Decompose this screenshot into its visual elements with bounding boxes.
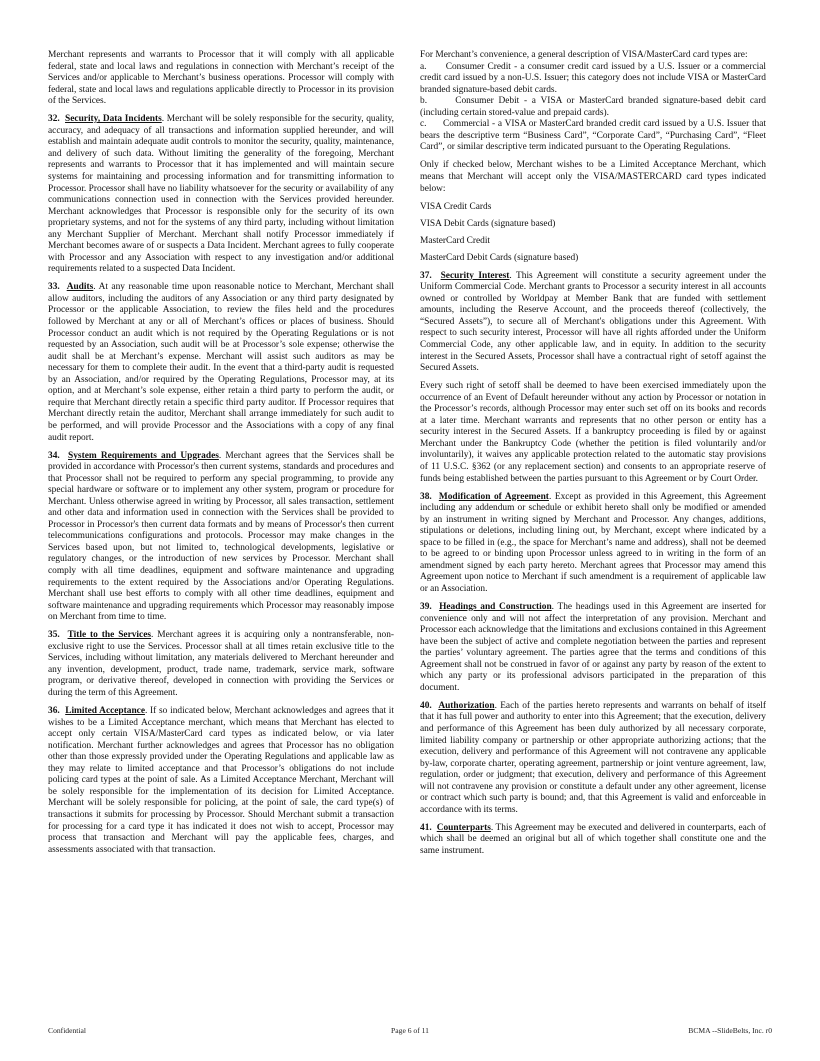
footer-doc-id: BCMA --SlideBelts, Inc. r0 — [688, 1026, 772, 1035]
section-heading: Headings and Construction — [439, 602, 552, 613]
card-types-intro: For Merchant’s convenience, a general description of VISA/MasterCard card types are: — [420, 50, 748, 60]
section-number: 34. — [48, 450, 60, 461]
section-heading: Security Interest — [440, 270, 510, 281]
section-41 — [420, 823, 766, 858]
card-type-text: Consumer Credit - a consumer credit card issued by a U.S. Issuer or a commercial credit card issued by a non-U.S. Issuer; this category does not include VISA or MasterCard branded signature-based debit cards. — [420, 61, 766, 95]
section-body: . If so indicated below, Merchant acknowledges and agrees that it wishes to be a Limited Acceptance merchant, which means that Merchant has elected to accept only certain VISA/MasterCard card types as indicated below, or via later notification. Merchant further acknowledges and agrees that Processor has no obligation other than those expressly provided under the Operating Regulations and applicable law as they may relate to limited acceptance and that Processor’s obligations do not include policing card types at the point of sale. As a Limited Acceptance Merchant, Merchant will be solely responsible for the implementation of its decision for Limited Acceptance. Merchant will be solely responsible for policing, at the point of sale, the card type(s) of transactions it submits for processing by Processor. Should Merchant submit a transaction for processing for a card type it has indicated it does not wish to accept, Processor may process that transaction and Merchant will pay the applicable fees, charges, and assessments associated with that transaction. — [48, 706, 394, 855]
section-38 — [420, 492, 766, 596]
card-type-a — [420, 62, 766, 97]
section-40 — [420, 701, 766, 816]
footer-page-number: Page 6 of 11 — [391, 1026, 429, 1035]
section-35 — [48, 630, 394, 699]
section-heading: Title to the Services — [67, 630, 151, 641]
list-marker: a. — [420, 61, 427, 72]
checkbox-visa-debit[interactable] — [420, 219, 766, 231]
section-number: 40. — [420, 700, 432, 711]
checkbox-visa-credit[interactable] — [420, 202, 766, 214]
section-body: . At any reasonable time upon reasonable notice to Merchant, Merchant shall allow auditors, including the auditors of any Association or any third party designated by Processor or the applicable Association, to review the files held and the procedures followed by Merchant at any or all of Merchant’s offices or places of business. Should Processor conduct an audit which is not required by the Operating Regulations or is not requested by an Association, such audit will be at Processor’s sole expense; otherwise the audit shall be at Merchant’s expense. Merchant will assist such auditors as may be necessary for them to complete their audit. In the event that a third-party audit is requested by an Association, and/or required by the Operating Regulations, Processor may, at its option, and at Merchant’s sole expense, either retain a third party to perform the audit, or require that Merchant directly retain a specific third party auditor. If Processor requires that Merchant directly retain the auditor, Merchant shall arrange immediately for such audit to be performed, and will provide Processor and the Associations with a copy of any final audit report. — [48, 282, 394, 443]
section-number: 32. — [48, 114, 60, 125]
section-body: . Except as provided in this Agreement, this Agreement including any addendum or schedule or exhibit hereto shall only be modified or amended by an instrument in writing signed by Merchant and Processor. Any changes, additions, stipulations or deletions, including lining out, by Merchant, except where indicated by a space to be filled in (e.g., the space for Merchant’s name and address), shall not be deemed to be agreed to or binding upon Processor unless agreed to in writing in the form of an amendment signed by each party hereto. Merchant agrees that Processor may amend this Agreement upon notice to Merchant if such amendment is a requirement of applicable law or an Association. — [420, 491, 766, 594]
card-type-text: Consumer Debit - a VISA or MasterCard branded signature-based debit card (including certain stored-value and prepaid cards). — [420, 96, 766, 118]
list-marker: c. — [420, 119, 427, 130]
section-number: 41. — [420, 822, 432, 833]
section-39 — [420, 602, 766, 694]
checkbox-label: MasterCard Credit — [420, 235, 491, 246]
section-32 — [48, 114, 394, 276]
section-33 — [48, 282, 394, 444]
checkbox-label: VISA Debit Cards (signature based) — [420, 218, 556, 229]
section-body: . This Agreement may be executed and delivered in counterparts, each of which shall be deemed an original but all of which together shall constitute one and the same instrument. — [420, 822, 766, 856]
section-body: . This Agreement will constitute a security agreement under the Uniform Commercial Code. Merchant grants to Processor a security interest in all accounts owned or controlled by Worldpay at Member Bank that are funded with settlement amounts, including the Reserve Account, and the proceeds thereof (collectively, the “Secured Assets”), to secure all of Merchant's obligations under this Agreement. With respect to such security interest, Processor will have all rights afforded under the Uniform Commercial Code, any other applicable law, and in equity. In addition to the security interest in the Secured Assets, Processor shall have a contractual right of setoff against the Secured Assets. — [420, 270, 766, 374]
footer-confidential: Confidential — [48, 1026, 86, 1035]
document-page — [48, 50, 772, 1020]
left-column — [48, 50, 394, 863]
section-heading: Modification of Agreement — [438, 491, 549, 502]
section-heading: Audits — [66, 282, 94, 293]
section-36 — [48, 706, 394, 856]
setoff-paragraph: Every such right of setoff shall be deemed to have been exercised immediately upon the occurrence of an Event of Default hereunder without any action by Processor or notation in the Processor’s records, although Processor may enter such set off on its books and records at a later time. Merchant warrants and represents that no other person or entity has a security interest in the Secured Assets. If a bankruptcy proceeding is filed by or against Merchant under the Bankruptcy Code (whether the petition is filed voluntarily and/or involuntarily), it waives any applicable protection related to the automatic stay provisions of 11 U.S.C. §362 (or any replacement section) and consents to an appropriate reserve of funds being established between the parties pursuant to this Agreement or by Court Order. — [420, 381, 766, 484]
section-body: . Each of the parties hereto represents and warrants on behalf of itself that it has full power and authority to enter into this Agreement; that the execution, delivery and performance of this Agreement has been duly authorized by all necessary corporate, limited liability company or partnership or other appropriate authorizing actions; that the execution, delivery and performance of this Agreement will not contravene any applicable by-law, corporate charter, operating agreement, partnership or joint venture agreement, law, regulation, order or judgment; that execution, delivery and performance of this Agreement will not contravene any provision or constitute a default under any other agreement, license or contract which such party is bound; and, that this Agreement is valid and enforceable in accordance with its terms. — [420, 700, 766, 815]
checkbox-label: VISA Credit Cards — [420, 201, 492, 212]
limited-acceptance-intro: Only if checked below, Merchant wishes to be a Limited Acceptance Merchant, which means that Merchant will accept only the VISA/MASTERCARD card types indicated below: — [420, 160, 766, 194]
section-body: . Merchant will be solely responsible for the security, quality, accuracy, and adequacy of all transactions and information supplied hereunder, and will establish and maintain adequate audit controls to monitor the security, quality, maintenance, and delivery of such data. Without limiting the generality of the foregoing, Merchant represents and warrants to Processor that it has implemented and will maintain secure systems for maintaining and processing information and for transmitting information to Processor. Processor shall have no liability whatsoever for the security or availability of any communications connection used in connection with the Services provided hereunder. Merchant acknowledges that Processor is responsible only for the security of its own proprietary systems, and not for the systems of any third party, including without limitation any Merchant Supplier of Merchant. Merchant shall notify Processor immediately if Merchant becomes aware of or suspects a Data Incident. Merchant agrees to fully cooperate with Processor and any Association with respect to any investigation and/or additional requirements related to a suspected Data Incident. — [48, 114, 395, 275]
checkbox-label: MasterCard Debit Cards (signature based) — [420, 252, 579, 263]
section-number: 33. — [48, 282, 60, 293]
section-body: . The headings used in this Agreement are inserted for convenience only and will not affect the interpretation of any provision. Merchant and Processor each acknowledge that the limitations and exclusions contained in this Agreement have been the subject of active and complete negotiation between the parties and represent the parties’ voluntary agreement. The parties agree that the terms and conditions of this Agreement shall not be construed in favor of or against any party by reason of the extent to which any party or its professional advisors participated in the preparation of this document. — [420, 602, 767, 693]
section-37 — [420, 271, 766, 375]
card-type-text: Commercial - a VISA or MasterCard branded credit card issued by a U.S. Issuer that bears the descriptive term “Business Card”, “Corporate Card”, “Purchasing Card”, “Fleet Card”, or similar descriptive term indicated pursuant to the Operating Regulations. — [420, 119, 766, 153]
section-body: . Merchant agrees that the Services shall be provided in accordance with Processor's then current systems, standards and procedures and that Processor shall not be required to perform any special programming, to provide any special hardware or software or to implement any other system, program or procedure for Merchant. Unless otherwise agreed in writing by Processor, all sales transaction, settlement and other data and information used in connection with the Services shall be provided to Processor in Processor's then current data formats and by means of Processor's then current telecommunications configurations and protocols. Processor may make changes in the Services based upon, but not limited to, technological developments, legislative or regulatory changes, or the introduction of new services by Processor. Merchant shall comply with all time deadlines, equipment and software maintenance and upgrading requirements to the extent required by the Associations and/or Operating Regulations. Merchant shall use best efforts to comply with all other time deadlines, equipment and software maintenance and upgrading requirements which Processor may reasonably impose on Merchant from time to time. — [48, 450, 394, 623]
section-number: 35. — [48, 630, 60, 641]
warranty-paragraph: Merchant represents and warrants to Processor that it will comply with all applicable federal, state and local laws and regulations in connection with Merchant’s receipt of the Services and/or applicable to Merchant’s business operations. Processor will comply with federal, state and local laws and regulations applicable directly to Processor in its provision of the Services. — [48, 50, 394, 107]
section-number: 36. — [48, 706, 60, 717]
section-heading: Security, Data Incidents — [65, 114, 162, 125]
section-heading: Authorization — [438, 700, 495, 711]
section-number: 38. — [420, 491, 432, 502]
card-type-b — [420, 96, 766, 119]
checkbox-mastercard-debit[interactable] — [420, 253, 766, 265]
right-column — [420, 50, 766, 864]
section-34 — [48, 451, 394, 624]
section-heading: Counterparts — [436, 822, 491, 833]
checkbox-mastercard-credit[interactable] — [420, 236, 766, 248]
section-number: 37. — [420, 270, 432, 281]
section-body: . Merchant agrees it is acquiring only a nontransferable, non-exclusive right to use the Services. Processor shall at all times retain exclusive title to the Services, including without limitation, any materials delivered to Merchant hereunder and any invention, development, product, trade name, trademark, service mark, software program, or derivative thereof, developed in connection with providing the Services or during the term of this Agreement. — [48, 630, 394, 698]
section-number: 39. — [420, 602, 432, 613]
page-footer — [48, 1026, 772, 1038]
list-marker: b. — [420, 96, 428, 107]
section-heading: System Requirements and Upgrades — [68, 450, 219, 461]
section-heading: Limited Acceptance — [65, 706, 145, 717]
card-type-c — [420, 119, 766, 154]
